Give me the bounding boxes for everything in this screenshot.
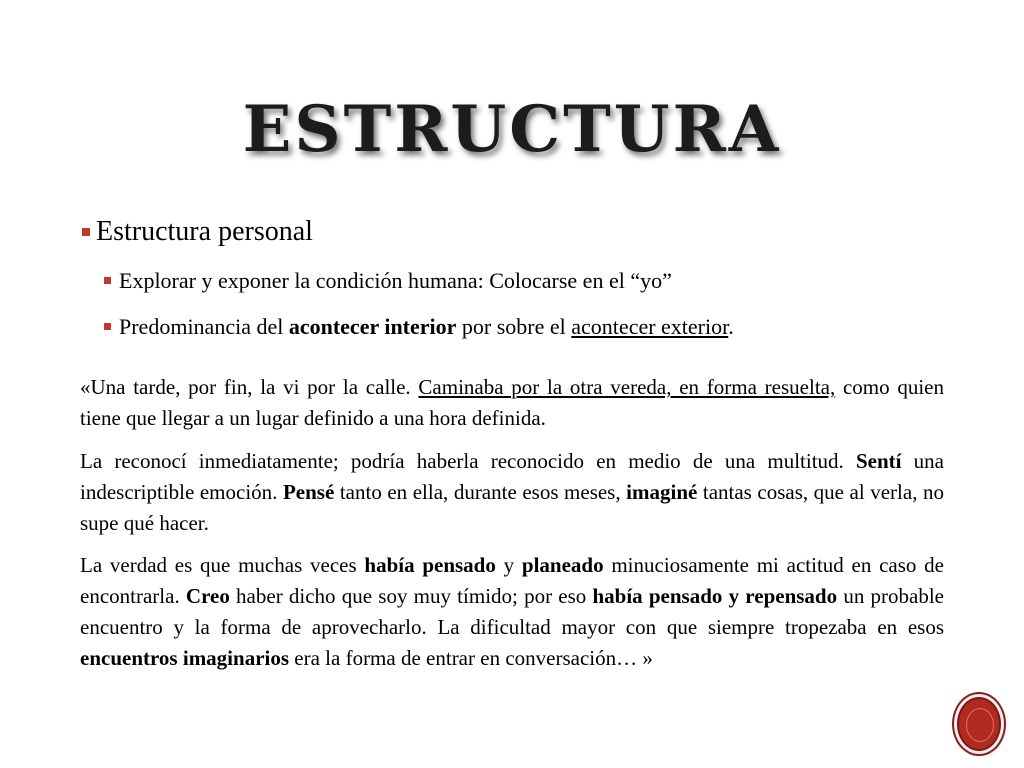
text-bold: había pensado (364, 553, 496, 577)
bullet-text-suffix: . (728, 314, 734, 339)
square-bullet-icon (82, 228, 90, 236)
square-bullet-icon (104, 277, 111, 284)
bullet-text-prefix: Predominancia del (119, 314, 289, 339)
text-bold: Pensé (282, 480, 335, 504)
text-underlined: Caminaba por la otra vereda, en forma resuelta, (418, 375, 836, 399)
text-bold: Sentí (855, 449, 902, 473)
text: y (495, 553, 522, 577)
text: tanto en ella, durante esos meses, (334, 480, 627, 504)
bullet-text: Estructura personal (96, 216, 313, 247)
text: una indescriptible emoción. (80, 449, 944, 504)
text-bold: había pensado y repensado (592, 584, 838, 608)
slide-title: ESTRUCTURA (242, 92, 782, 167)
text-bold: encuentros imaginarios (80, 646, 290, 670)
text: era la forma de entrar en conversación… » (289, 646, 653, 670)
bullet-text-bold: acontecer interior (288, 314, 457, 339)
text: minuciosamente mi actitud en caso de encontrarla. (80, 553, 944, 608)
text: un probable encuentro y la forma de aprovecharlo. La dificultad mayor con que siempre tropezaba en esos (80, 584, 944, 639)
text-bold: imaginé (626, 480, 698, 504)
quote-paragraph-1 (80, 372, 944, 434)
bullet-level2 (104, 268, 672, 294)
bullet-text: Explorar y exponer la condición humana: Colocarse en el “yo” (119, 268, 672, 293)
text: «Una tarde, por fin, la vi por la calle. (80, 375, 419, 399)
bullet-level2 (104, 314, 734, 340)
text: La reconocí inmediatamente; podría haberla reconocido en medio de una multitud. (80, 449, 856, 473)
slide-number-badge-icon (957, 697, 1001, 751)
text: como quien tiene que llegar a un lugar definido a una hora definida. (80, 375, 944, 430)
bullet-level1 (82, 216, 313, 248)
square-bullet-icon (104, 323, 111, 330)
badge-inner-ring (966, 708, 994, 742)
text: La verdad es que muchas veces (80, 553, 365, 577)
text-bold: Creo (185, 584, 230, 608)
bullet-text-underlined: acontecer exterior (571, 314, 729, 339)
bullet-text-middle: por sobre el (456, 314, 572, 339)
text-bold: planeado (521, 553, 604, 577)
text: tantas cosas, que al verla, no supe qué hacer. (80, 480, 944, 535)
quote-paragraph-2 (80, 446, 944, 539)
quote-paragraph-3 (80, 550, 944, 674)
text: haber dicho que soy muy tímido; por eso (229, 584, 593, 608)
